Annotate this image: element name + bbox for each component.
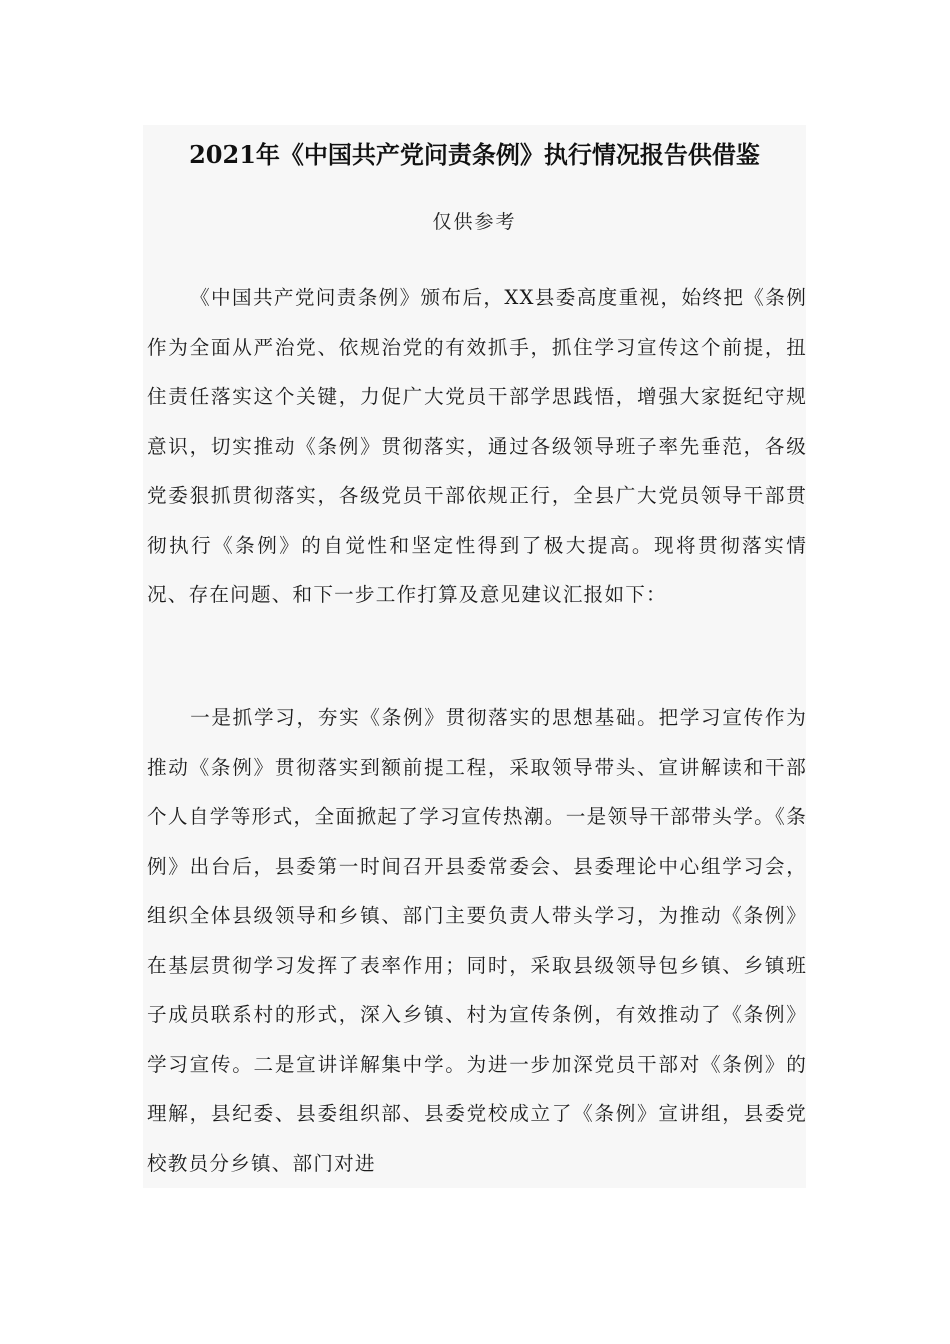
paragraph-study: 一是抓学习，夯实《条例》贯彻落实的思想基础。把学习宣传作为推动《条例》贯彻落实到额前提工程，采取领导带头、宣讲解读和干部个人自学等形式，全面掀起了学习宣传热潮。一是领导干部带头学。《条例》出台后，县委第一时间召开县委常委会、县委理论中心组学习会，组织全体县级领导和乡镇、部门主要负责人带头学习，为推动《条例》在基层贯彻学习发挥了表率作用；同时，采取县级领导包乡镇、乡镇班子成员联系村的形式，深入乡镇、村为宣传条例，有效推动了《条例》学习宣传。二是宣讲详解集中学。为进一步加深党员干部对《条例》的理解，县纪委、县委组织部、县委党校成立了《条例》宣讲组，县委党校教员分乡镇、部门对进 — [147, 706, 807, 1175]
document-subtitle: 仅供参考 — [432, 211, 517, 233]
document-page — [143, 125, 806, 1188]
document-title: 2021年《中国共产党问责条例》执行情况报告供借鉴 — [189, 140, 760, 169]
paragraph-intro: 《中国共产党问责条例》颁布后，XX县委高度重视，始终把《条例作为全面从严治党、依规治党的有效抓手，抓住学习宣传这个前提，扭住责任落实这个关键，力促广大党员干部学思践悟，增强大家挺纪守规意识，切实推动《条例》贯彻落实，通过各级领导班子率先垂范，各级党委狠抓贯彻落实，各级党员干部依规正行，全县广大党员领导干部贯彻执行《条例》的自觉性和坚定性得到了极大提高。现将贯彻落实情况、存在问题、和下一步工作打算及意见建议汇报如下： — [147, 286, 807, 606]
